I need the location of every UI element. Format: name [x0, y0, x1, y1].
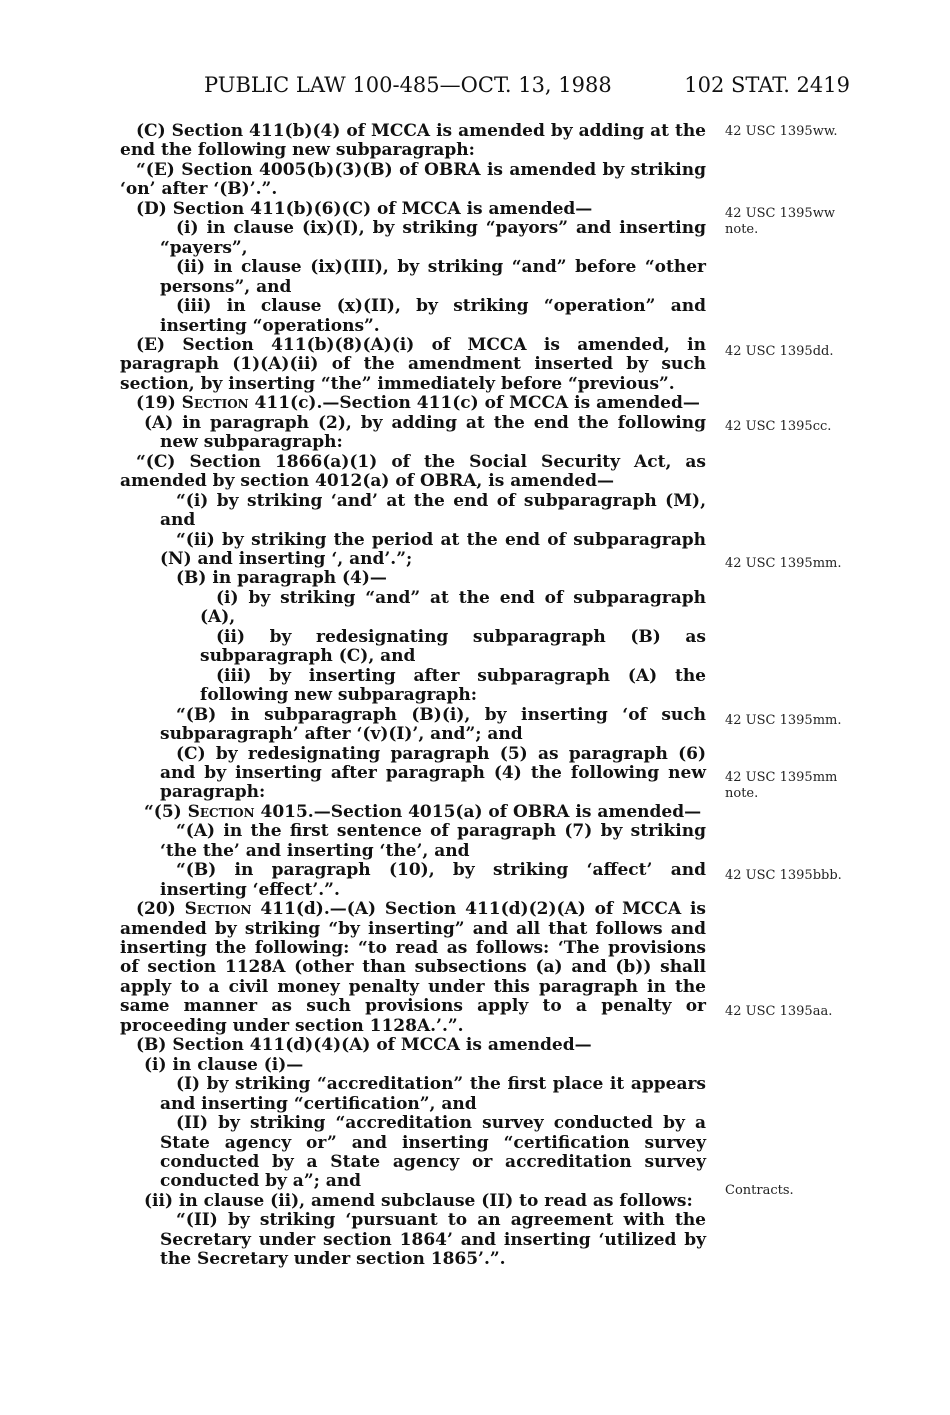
margin-note: 42 USC 1395dd. [725, 344, 834, 359]
section-19-heading: (19) Section 411(c).—Section 411(c) of MCCA is amended— [136, 393, 700, 414]
section-4015-heading: “(5) Section 4015.—Section 4015(a) of OBRA is amended— [144, 801, 702, 822]
quoted-subparagraph-c: “(C) Section 1866(a)(1) of the Social Security Act, as amended by section 4012(a) of OBRA, is amended— [120, 451, 706, 492]
subclause-ii: (ii) by redesignating subparagraph (B) as subparagraph (C), and [200, 626, 706, 667]
quoted-clause-i: “(i) by striking ‘and’ at the end of subparagraph (M), and [160, 490, 706, 531]
margin-note: 42 USC 1395bbb. [725, 868, 842, 883]
quoted-b-paragraph-10: “(B) in paragraph (10), by striking ‘affect’ and inserting ‘effect’.”. [160, 860, 706, 900]
page-title: PUBLIC LAW 100-485—OCT. 13, 1988 [204, 73, 612, 97]
quoted-subclause-II: “(II) by striking ‘pursuant to an agreement with the Secretary under section 1864’ and inserting ‘utilized by the Secretary under section 1865’.”. [160, 1210, 706, 1270]
document-body [120, 122, 706, 1270]
quoted-subparagraph-e: “(E) Section 4005(b)(3)(B) of OBRA is amended by striking ‘on’ after ‘(B)’.”. [120, 159, 706, 200]
subclause-iii: (iii) by inserting after subparagraph (A) the following new subparagraph: [200, 665, 706, 706]
paragraph-e: (E) Section 411(b)(8)(A)(i) of MCCA is amended, in paragraph (1)(A)(ii) of the amendment inserted by such section, by inserting “the” immediately before “previous”. [120, 334, 706, 394]
quoted-a-paragraph-7: “(A) in the first sentence of paragraph (7) by striking ‘the the’ and inserting ‘the’, and [160, 821, 706, 861]
quoted-clause-ii: “(ii) by striking the period at the end of subparagraph (N) and inserting ‘, and’.”; [160, 529, 706, 569]
clause-ii: (ii) in clause (ix)(III), by striking “and” before “other persons”, and [160, 257, 706, 297]
section-20-heading: (20) Section 411(d).—(A) Section 411(d)(2)(A) of MCCA is amended by striking “by inserting” and all that follows and inserting the following: “to read as follows: ‘The provisions of section 1128A (other than subsections (a) and (b)) shall apply to a civil money penalty under this paragraph in the same manner as such provisions apply to a penalty or proceeding under section 1128A.’.”. [120, 899, 706, 1036]
margin-note: 42 USC 1395aa. [725, 1004, 833, 1019]
margin-note: 42 USC 1395mm. [725, 713, 842, 728]
paragraph-a: (A) in paragraph (2), by adding at the end the following new subparagraph: [144, 412, 706, 453]
paragraph-c-redesignate: (C) by redesignating paragraph (5) as paragraph (6) and by inserting after paragraph (4) the following new paragraph: [160, 743, 706, 803]
margin-note: 42 USC 1395mm note. [725, 770, 838, 801]
subclause-II: (II) by striking “accreditation survey conducted by a State agency or” and inserting “certification survey conducted by a State agency or accreditation survey conducted by a”; and [160, 1113, 706, 1192]
paragraph-b: (B) in paragraph (4)— [176, 568, 387, 589]
margin-note: 42 USC 1395ww note. [725, 206, 835, 237]
paragraph-c: (C) Section 411(b)(4) of MCCA is amended by adding at the end the following new subparagraph: [120, 121, 706, 161]
paragraph-b-411d4a: (B) Section 411(d)(4)(A) of MCCA is amended— [136, 1035, 592, 1056]
clause-i-in-clause: (i) in clause (i)— [144, 1054, 304, 1075]
clause-ii-in-clause: (ii) in clause (ii), amend subclause (II) to read as follows: [144, 1190, 693, 1211]
clause-i: (i) in clause (ix)(I), by striking “payors” and inserting “payers”, [160, 218, 706, 258]
margin-note: 42 USC 1395mm. [725, 556, 842, 571]
margin-note-contracts: Contracts. [725, 1183, 794, 1198]
subclause-i: (i) by striking “and” at the end of subparagraph (A), [200, 587, 706, 628]
subclause-I: (I) by striking “accreditation” the first place it appears and inserting “certification”, and [160, 1074, 706, 1114]
paragraph-d: (D) Section 411(b)(6)(C) of MCCA is amended— [136, 198, 593, 219]
quoted-subparagraph-b: “(B) in subparagraph (B)(i), by inserting ‘of such subparagraph’ after ‘(v)(I)’, and”; and [160, 704, 706, 745]
margin-note: 42 USC 1395ww. [725, 124, 838, 139]
statute-page-number: 102 STAT. 2419 [684, 73, 850, 97]
margin-note: 42 USC 1395cc. [725, 419, 832, 434]
clause-iii: (iii) in clause (x)(II), by striking “operation” and inserting “operations”. [160, 296, 706, 336]
